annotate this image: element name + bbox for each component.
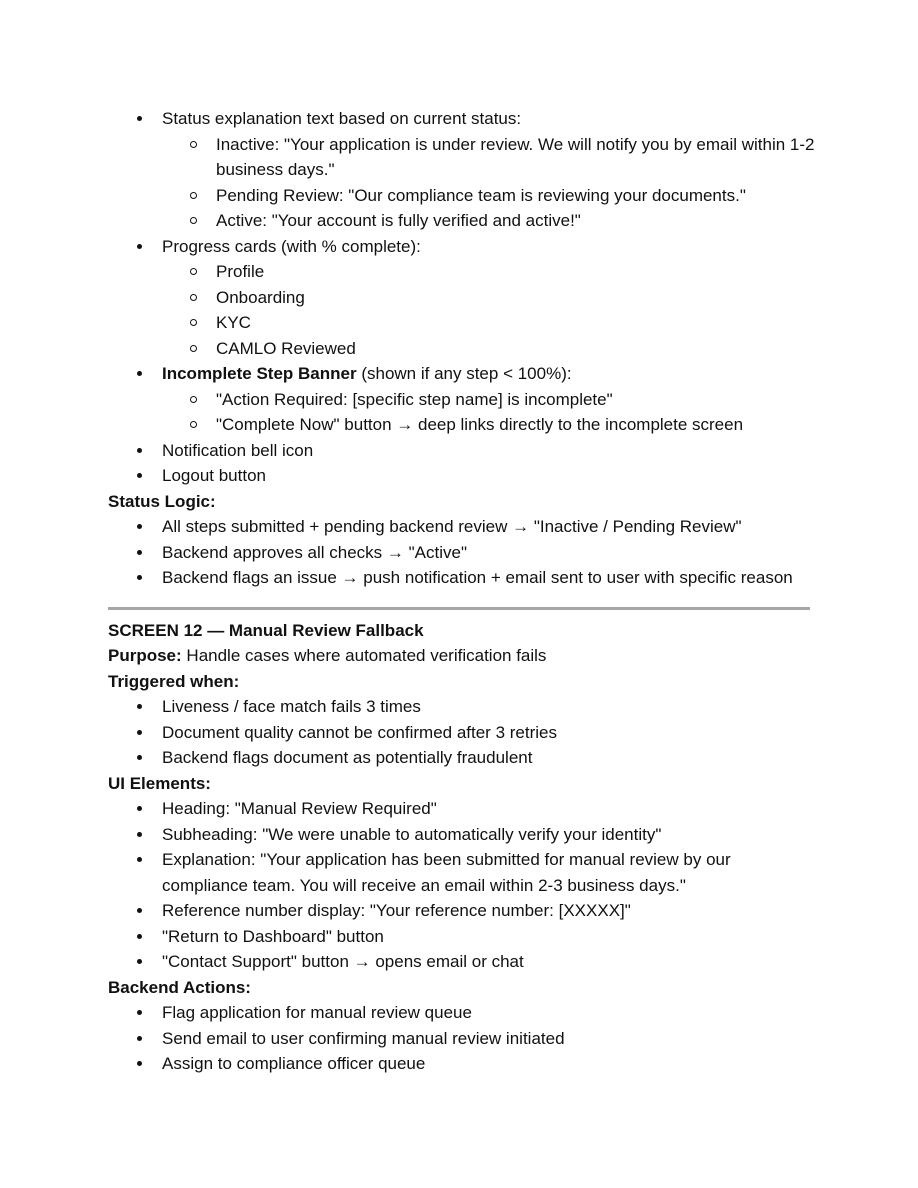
triggered-heading: Triggered when:	[108, 671, 240, 691]
list-item: Status explanation text based on current status:	[108, 106, 818, 132]
list-item-banner	[108, 361, 818, 387]
purpose-text: Handle cases where automated verification fails	[181, 646, 547, 665]
purpose-line	[108, 643, 818, 669]
backend-actions-heading: Backend Actions:	[108, 977, 251, 997]
list-item: Assign to compliance officer queue	[108, 1051, 818, 1077]
list-item: Subheading: "We were unable to automatically verify your identity"	[108, 822, 818, 848]
list-item: Progress cards (with % complete):	[108, 234, 818, 260]
list-item: Heading: "Manual Review Required"	[108, 796, 818, 822]
list-item: Liveness / face match fails 3 times	[108, 694, 818, 720]
ui-elements-heading: UI Elements:	[108, 773, 211, 793]
purpose-label: Purpose:	[108, 646, 182, 665]
sub-list-item: Active: "Your account is fully verified and active!"	[108, 208, 818, 234]
list-item: Backend approves all checks → "Active"	[108, 540, 818, 566]
horizontal-divider	[108, 607, 810, 610]
list-item: Backend flags document as potentially fraudulent	[108, 745, 818, 771]
sub-list-item: "Complete Now" button → deep links directly to the incomplete screen	[108, 412, 818, 438]
list-item: Document quality cannot be confirmed after 3 retries	[108, 720, 818, 746]
sub-list-item: Onboarding	[108, 285, 818, 311]
list-item: Flag application for manual review queue	[108, 1000, 818, 1026]
list-item: Reference number display: "Your reference number: [XXXXX]"	[108, 898, 818, 924]
banner-label: Incomplete Step Banner	[162, 364, 357, 383]
banner-suffix: (shown if any step < 100%):	[356, 364, 572, 383]
list-item: All steps submitted + pending backend review → "Inactive / Pending Review"	[108, 514, 818, 540]
screen-title: SCREEN 12 — Manual Review Fallback	[108, 620, 424, 640]
document-content	[108, 106, 818, 1077]
list-item: "Contact Support" button → opens email or chat	[108, 949, 818, 975]
sub-list-item: Profile	[108, 259, 818, 285]
sub-list-item: "Action Required: [specific step name] is incomplete"	[108, 387, 818, 413]
list-item: "Return to Dashboard" button	[108, 924, 818, 950]
sub-list-item: CAMLO Reviewed	[108, 336, 818, 362]
list-item: Logout button	[108, 463, 818, 489]
sub-list-item: Inactive: "Your application is under review. We will notify you by email within 1-2 business days."	[108, 132, 818, 183]
status-logic-heading: Status Logic:	[108, 491, 216, 511]
list-item: Send email to user confirming manual review initiated	[108, 1026, 818, 1052]
list-item: Explanation: "Your application has been submitted for manual review by our compliance team. You will receive an email within 2-3 business days."	[108, 847, 818, 898]
sub-list-item: KYC	[108, 310, 818, 336]
sub-list-item: Pending Review: "Our compliance team is reviewing your documents."	[108, 183, 818, 209]
list-item: Backend flags an issue → push notification + email sent to user with specific reason	[108, 565, 818, 591]
list-item: Notification bell icon	[108, 438, 818, 464]
